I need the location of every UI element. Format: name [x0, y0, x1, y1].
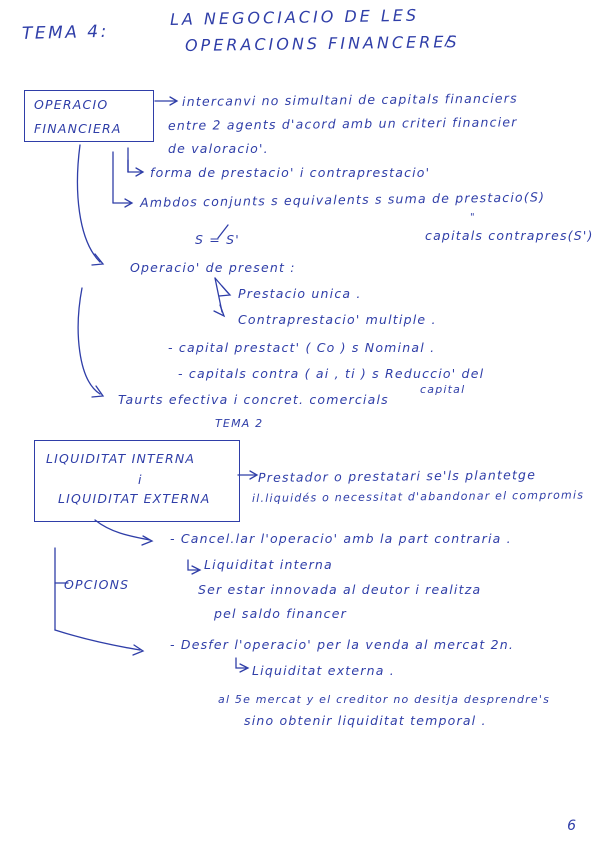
operacio-financiera-line2: FINANCIERA — [34, 121, 122, 136]
operacio-financiera-line1: OPERACIO — [34, 97, 109, 112]
equation-s-equals-s: S = S' — [195, 232, 240, 247]
topic-label: TEMA 4: — [21, 21, 110, 44]
intro-line-1: Prestador o prestatari se'ls plantetge — [257, 467, 537, 485]
capitals-contrapres-text: capitals contrapres(S') — [425, 228, 594, 243]
definition-line-1: intercanvi no simultani de capitals financiers — [181, 90, 518, 109]
operacio-present-title: Operacio' de present : — [130, 260, 296, 275]
option-1-sub: Liquiditat interna — [204, 557, 333, 572]
tema-2-reference: TEMA 2 — [215, 417, 264, 430]
liquiditat-separator: i — [138, 472, 143, 487]
option-1-text: - Cancel.lar l'operacio' amb la part contraria . — [170, 531, 512, 546]
page-number: 6 — [567, 818, 576, 834]
forma-prestacio-text: forma de prestacio' i contraprestacio' — [150, 165, 431, 180]
intro-line-2: il.liquidés o necessitat d'abandonar el compromis — [251, 488, 585, 505]
definition-line-2: entre 2 agents d'acord amb un criteri financier — [167, 114, 518, 133]
liquiditat-interna-label: LIQUIDITAT INTERNA — [46, 451, 196, 466]
capital-prestat-line: - capital prestact' ( Co ) s Nominal . — [168, 340, 436, 355]
option-2-note-1: al 5e mercat y el creditor no desitja desprendre's — [218, 693, 551, 706]
title-line-2: OPERACIONS FINANCERES — [184, 32, 460, 55]
quote-mark: " — [470, 212, 476, 223]
title-line-1: LA NEGOCIACIO DE LES — [169, 5, 420, 29]
option-1-detail-1: Ser estar innovada al deutor i realitza — [198, 582, 482, 597]
taurts-efectiva-line: Taurts efectiva i concret. comercials — [118, 392, 389, 407]
option-2-sub: Liquiditat externa . — [252, 663, 395, 678]
contraprestacio-multiple-item: Contraprestacio' multiple . — [238, 312, 437, 327]
prestacio-unica-item: Prestacio unica . — [238, 286, 362, 301]
capitals-contra-line: - capitals contra ( ai , ti ) s Reduccio' del — [178, 366, 485, 381]
liquiditat-externa-label: LIQUIDITAT EXTERNA — [58, 491, 211, 506]
option-1-detail-2: pel saldo financer — [214, 606, 347, 621]
capital-continuation: capital — [420, 383, 466, 396]
opcions-label: OPCIONS — [64, 577, 130, 592]
ambdos-conjunts-text: Ambdos conjunts s equivalents s suma de prestacio(S) — [139, 189, 546, 210]
definition-line-3: de valoracio'. — [168, 141, 269, 156]
option-2-note-2: sino obtenir liquiditat temporal . — [244, 713, 487, 728]
option-2-text: - Desfer l'operacio' per la venda al mercat 2n. — [170, 637, 515, 652]
